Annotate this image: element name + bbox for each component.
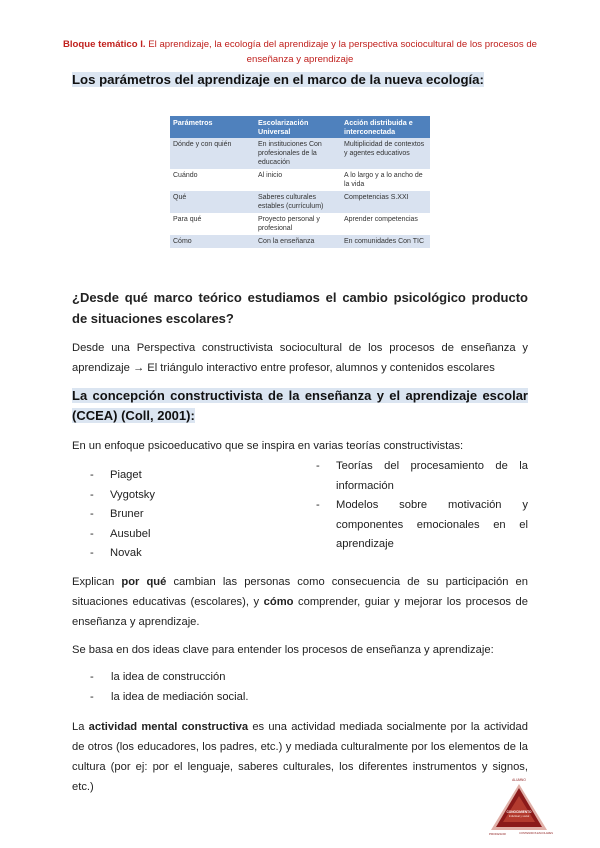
parameters-table: [170, 116, 430, 248]
table-cell: Multiplicidad de contextos y agentes educativos: [341, 138, 430, 169]
key-ideas-list: [90, 668, 390, 707]
bold-como: cómo: [263, 596, 294, 608]
header-rest: El aprendizaje, la ecología del aprendizaje y la perspectiva sociocultural de los procesos de enseñanza y aprendizaje: [145, 39, 538, 65]
section3-intro: En un enfoque psicoeducativo que se inspira en varias teorías constructivistas:: [72, 440, 464, 452]
list-item: - Novak: [90, 547, 142, 559]
theorists-list: [90, 466, 290, 564]
table-cell: Cómo: [170, 235, 255, 248]
section2-title: ¿Desde qué marco teórico estudiamos el cambio psicológico producto de situaciones escolares?: [72, 290, 528, 326]
table-cell: Competencias S.XXI: [341, 191, 430, 213]
table-header-row: [170, 116, 430, 138]
table-cell: Al inicio: [255, 169, 341, 191]
table-header-cell: Acción distribuida e interconectada: [341, 116, 430, 138]
table-row: [170, 138, 430, 169]
key-ideas-intro: Se basa en dos ideas clave para entender los procesos de enseñanza y aprendizaje:: [72, 644, 494, 656]
table-cell: Aprender competencias: [341, 213, 430, 235]
list-item: - la idea de construcción: [90, 671, 226, 683]
list-item: - Bruner: [90, 508, 144, 520]
logo-label-sub: Individual y social: [508, 815, 530, 818]
table-cell: Proyecto personal y profesional: [255, 213, 341, 235]
table-header-cell: Escolarización Universal: [255, 116, 341, 138]
theories-list: [316, 457, 528, 555]
table-row: [170, 235, 430, 248]
explain-paragraph: Explican por qué cambian las personas como consecuencia de su participación en situaciones educativas (escolares), y cómo comprender, guiar y mejorar los procesos de enseñanza y aprendizaje.: [72, 576, 528, 628]
section2-paragraph: Desde una Perspectiva constructivista sociocultural de los procesos de enseñanza y aprendizaje → El triángulo interactivo entre profesor, alumnos y contenidos escolares: [72, 342, 528, 374]
list-item: - la idea de mediación social.: [90, 690, 249, 703]
interactive-triangle-logo: [483, 776, 555, 838]
table-cell: Cuándo: [170, 169, 255, 191]
activity-paragraph: La actividad mental constructiva es una actividad mediada socialmente por la actividad de otros (los educadores, los padres, etc.) y mediada culturalmente por los elementos de la cultura (por ej: por el lenguaje, saberes culturales, los diferentes instrumentos y signos, etc.): [72, 721, 528, 793]
section3-title-wrap: [72, 386, 528, 426]
section1-title: Los parámetros del aprendizaje en el marco de la nueva ecología:: [72, 72, 484, 87]
list-item: - Modelos sobre motivación y componentes emocionales en el aprendizaje: [316, 499, 528, 550]
table-cell: En instituciones Con profesionales de la educación: [255, 138, 341, 169]
table-cell: Saberes culturales estables (currículum): [255, 191, 341, 213]
table-row: [170, 191, 430, 213]
bold-activity: actividad mental constructiva: [88, 721, 249, 733]
list-item: - Ausubel: [90, 527, 151, 540]
table-cell: Dónde y con quién: [170, 138, 255, 169]
table-cell: En comunidades Con TIC: [341, 235, 430, 248]
table-cell: A lo largo y a lo ancho de la vida: [341, 169, 430, 191]
header-title: [60, 37, 540, 67]
logo-label-left: PROFESOR: [489, 832, 506, 836]
table-row: [170, 213, 430, 235]
table-header-cell: Parámetros: [170, 116, 255, 138]
section1-title-wrap: [72, 72, 484, 87]
section3-title: La concepción constructivista de la enseñanza y el aprendizaje escolar (CCEA) (Coll, 2001):: [72, 388, 528, 423]
table-cell: Qué: [170, 191, 255, 213]
bold-por-que: por qué: [121, 576, 167, 588]
list-item: - Piaget: [90, 469, 142, 481]
table-cell: Con la enseñanza: [255, 235, 341, 248]
logo-label-right: CONTENIDOS ESCOLARES: [519, 832, 553, 835]
list-item: - Teorías del procesamiento de la información: [316, 460, 528, 492]
table-cell: Para qué: [170, 213, 255, 235]
logo-label-top: ALUMNO: [512, 778, 526, 782]
header-bold: Bloque temático I.: [62, 39, 146, 50]
list-item: - Vygotsky: [90, 488, 155, 501]
logo-label-center: CONOCIMIENTO: [506, 810, 532, 814]
table-row: [170, 169, 430, 191]
